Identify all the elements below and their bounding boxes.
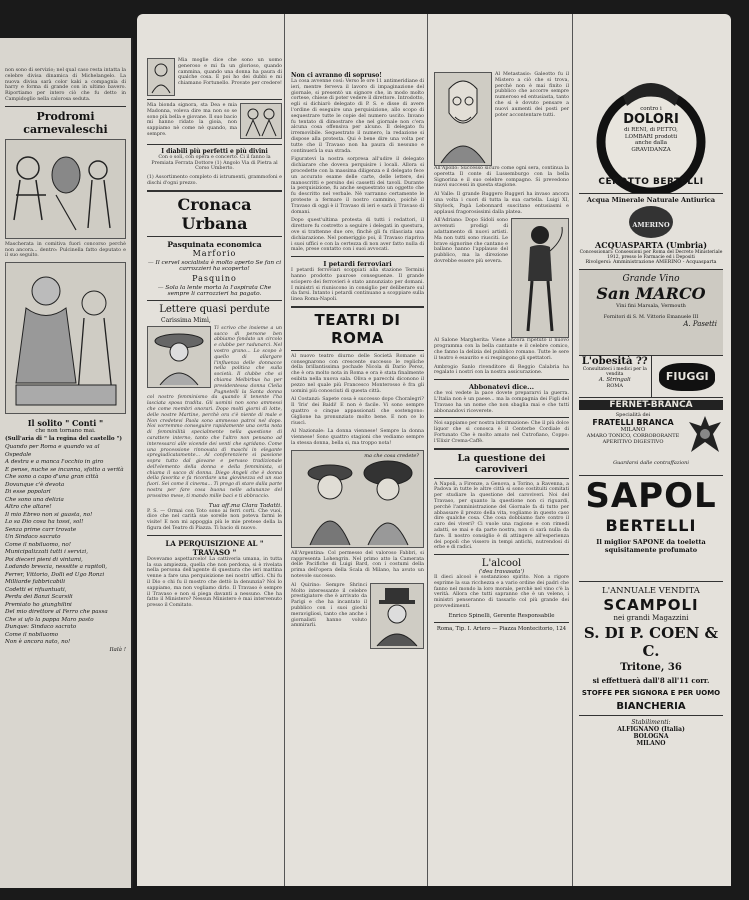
ad-cerotto-bertelli [579, 66, 723, 194]
fernet-amaro: AMARO TONICO, CORROBORANTE [586, 433, 680, 439]
dolori-contro: contro i [640, 106, 662, 112]
poem-line: Municipalizzati tutti i servizi, [5, 549, 88, 556]
poem-refrain: Ilalà ! [109, 646, 126, 653]
nonsappiamo-text: Noi sappiamo per nostra informazione: Che il più dolce liquor che si conosca è il Centerbe Cordiale di Fortunato Che è molto amato nel Cutrofiano, Coppo: l'Elixir Crema-Caffè. [434, 421, 569, 444]
obesita-text: Consultateci i medici per la vendita [582, 367, 647, 377]
fernet-aperitivo: APERITIVO DIGESTIVO [602, 439, 664, 445]
acqua-note: Rivolgersi: Amministrazione AMERINO - Acquasparta [585, 260, 717, 265]
fiuggi-logo [659, 363, 715, 391]
poem-line: A destra e a manca l'occhio in giro [5, 459, 104, 466]
poem-line: Un Sindaco sacrato [5, 534, 61, 541]
tritone-address: Tritone, 36 [620, 662, 682, 673]
poem-line: Lodando brescia, nessitte a rapitoli, [5, 564, 108, 571]
alfignano-label: ALFIGNANO (Italia) [617, 726, 685, 733]
poem-line: Lo sa Dio cosa ha tossi, sol! [5, 519, 84, 526]
man-portrait-small [147, 58, 175, 96]
fernet-milano: MILANO [620, 427, 646, 433]
marforio-label: Marforio [192, 248, 237, 258]
amerino-logo [629, 206, 673, 238]
fernet-specialita: Specialità dei [615, 412, 651, 418]
poem-line: Senza prime carr trovate [5, 526, 77, 533]
caroviveri-text: A Napoli, a Firenze, a Genova, a Torino, a Ravenna, a Padova in tutte le altre città si sono costituiti comitati per studiare la questione del caroviveri. Noi del Travaso, per quanto la questione non ci riguardi, perchè l'amministrazione del Giornale fa di tutto per abbassare il prezzo della vita, vogliamo in questo caso dire qualche cosa. Che cosa dobbiamo fare contro il caro dei viveri? Ci vuole una ragione e con rimedi adatti, se mai e da parte nostra, non ci sarà nulla da fare. Il nostro consiglio è di attingere all'esperienza dei popoli che vissero in tempi antichi, nutrendosi di erbe e di radici. [434, 481, 569, 551]
teatri-text: Al nuovo teatro diurno delle Società Romane si consegnarono con crescente successo le repliche della brillantissima pochade Nicola di Dario Perez, che è ora molto nota in Roma e ora è stata finalmente esibita nella nuova sala. Oliva e parecchi diconono il pezzo nel quale più Francesco Monterosso è fra gli uomini più conosciuti di questa città. [291, 353, 424, 394]
newspaper-page [137, 14, 731, 886]
poem-line: Come il nobiluomo, no! [5, 541, 71, 548]
dolori-subtitle: di RENI, di PETTO, LOMBARI prodotti anche dalla GRAVIDANZA [624, 127, 678, 153]
sapol-subtitle: Il miglior SAPONE da toeletta squisitamente profumato [596, 538, 706, 554]
box-title: I diabili più perfetti e più divini [161, 147, 268, 155]
column-1 [145, 14, 285, 886]
quirino-portrait [370, 583, 424, 649]
prodromi-illustration [5, 139, 126, 239]
acquasparta: ACQUASPARTA (Umbria) [595, 240, 707, 250]
lettere-title: Lettere quasi perdute [159, 303, 270, 315]
lady-with-hat-illustration [147, 326, 211, 388]
alcool-text: Il dieci alcool è sostanzioso spirito. Non a rigore esprime la sua ricchezza e a vario ordine dei padri che fanno nel mondo la loro morale, perchè nel vino c'è la verità. Allora che tutti sapranno che è un veleno, i ministri penseranno di tassarlo col più grande dei provvedimenti. [434, 575, 569, 610]
poem-line: Perdu dei Banzi Scarsili [5, 594, 73, 601]
col3-sign1: Ambrogio Sanlo rivenditore di Reggio Calabria ha regalato i nostri con la nostra assicurazione. [434, 364, 569, 376]
ad-vino-sanmarco [579, 270, 723, 356]
pasquino-label: Pasquino [192, 273, 237, 283]
box-text: Con o soli, con opera e concerto. Ci il fanno la Premiata Ferrata Dottore (1) Angolo Via di Pietra al Corso Umberto. [151, 154, 278, 172]
left-page [0, 38, 133, 888]
col3-adriano: All'Adriano: Dopo Sidoli sono avvenuti prodigi di adattamento di nuovi artisti. Ma non tutti sono riusciti. Le brave signorine che cantano e ballano hanno l'applauso del pubblico, ma la direzione dovrebbe essere più severa. [434, 218, 508, 264]
ad-fernet-branca [579, 398, 723, 476]
ad-scampoli-coen [579, 582, 723, 792]
col3-apollo: All'Apollo: Successo sicuro come ogni sera, continua la operetta Il conte di Lussemburgo con la bella Signorina e il suo celebre compagno. Si prevedono nuovi successi in questa stagione. [434, 166, 569, 189]
pasquinata-title: Pasquinata economica [167, 239, 262, 249]
col2-intro: Non ci avranno di sopruso! [291, 72, 382, 79]
poem-line: Altro che altare! [5, 504, 52, 511]
fernet-title: FERNET-BRANCA [579, 400, 723, 410]
lettere-body: Ti scrivo che insieme a un sacco di persone ben abbiamo fondato un circolo e clubbe per radunarci. Nel vostro grano... Lo scopo è quello di allargare l'influenza delle donnacce nella politica che sulla società. Il clubbe che si chiama Melbirbus ha per presidentessa donna Clelia Pugnetelli la Santa donna col nostro femminismo da quando il tenente l'ha lasciata sposa tradita. Gli uomini non sono ammessi che come membri onorari. Dopo molti giorni di lotte, delle nostre Martine, perchè ora c'è niente di male e Non credetevi Paola sono ammesso patroi nel dopo. Noi vorremmo conseguire rapidamente una certa nota di femminilità specialmente nella questione di carattere interno, tanto che l'altro non pensano ad interessarci alle vicende dei venti che sgridano. Come una processione rinnovata di maschi in elegante spregiudicatamente... Al conferenziere si passione sopra tutto dal giovane e pervaso tradizionale dell'elemento della donna e della femminista, si chiama il sacco di donna. Diego Angeli che è donna della favorita e fa ricordare una giovinezza ed un suo fuori. Sei come il cinema... Ti prego di stare dalla parte nostra per fare cosa buona nelle adunanze del prossimo mese, ti mando mille baci e ti abbraccio. [147, 325, 282, 499]
stabilimenti-label: Stabilimenti: [631, 719, 671, 726]
magazzini-label: nei grandi Magazzini [613, 614, 689, 622]
ferrovieri-text: I petardi ferroviari scoppiati alla stazione Termini hanno prodotto paurose conseguenze. Il grande sciopero dei ferrovieri è stato annunziato per domani. I ministri si riuniscono in consiglio per deliberare sul da farsi. Intanto i petardi continuano a scoppiare sulla linea Roma-Napoli. [291, 268, 424, 303]
obesita-title: L'obesità ?? [581, 356, 648, 367]
annuale-vendita: L'ANNUALE VENDITA [602, 586, 700, 596]
abbonati-title: Abbonatevi dice... [469, 383, 534, 392]
poem-intro: che non tornano mai. [35, 428, 96, 435]
poem-line: Premiato ho giunghilini [5, 601, 72, 608]
lettere-salutation: Carissima Mimì, [161, 316, 211, 324]
prodromi-title: Prodromi carnevaleschi [23, 109, 108, 136]
lettere-ps: P. S. — Ormai con Toto sono ai ferri corti. Che vuoi, dice che nel carità sue sorelle non poteva farmi le visite! E non mi appoggia più le mie pretese della la figura del Teatro di Piazza. Ti bacio di nuovo. [147, 508, 282, 532]
gerente: Enrico Spinelli, Gerente Responsabile [448, 612, 555, 619]
sapol-bertelli: BERTELLI [605, 516, 697, 535]
man-with-glasses-caricature [434, 72, 492, 166]
col3-metastasio: Al Metastasio: Galeotto fu il Mistero a ciò che si trova, perchè non è mai finito il pubblico che accorre sempre numeroso ed entusiasta, tanto che si è dovuto pensare a nuovi aumenti dei posti per poter accontentare tutti. [495, 72, 569, 118]
poem-line: Che si ufo la pappa Maro pasto [5, 616, 94, 623]
poem-line: Di esse popolari [5, 489, 51, 496]
tipografia: Roma, Tip. I. Artero — Piazza Montecitorio, 124 [436, 625, 567, 632]
cronaca-urbana-title: Cronaca Urbana [177, 194, 252, 233]
sanmarco-name: San MARCO [596, 284, 706, 303]
scampoli-title: SCAMPOLI [603, 596, 699, 614]
obesita-brand: A. Stringali [598, 377, 631, 383]
obesita-city: ROMA [606, 383, 624, 389]
poem-line: Il mio Ebreo non si guasta, no! [5, 511, 93, 518]
poem-line: E pense, nuche se incanna, sfotto a verità [5, 466, 124, 473]
col3-valle: Al Valle: Il grande Ruggero Ruggeri ha invaso ancora una volta i cuori di tutta la sua cartella. Luigi XI, Shylock, Papà Lebonnard suscitano entusiasmi e applausi fragorosissimi dalla platea. [434, 192, 569, 215]
abbonati-text: che voi vedete la pace dovete prepararvi la guerra. L'Italia non è un paese... ma la compagnia dei Figli del Travaso ha un nome che non sbaglia mai e che tutti abbonandovi riceverete. [434, 391, 569, 414]
agente: A. Pasetti [683, 320, 717, 328]
milano-label: MILANO [636, 740, 666, 747]
box-note: (1) Assortimento completo di istrumenti, grammofoni e dischi d'ogni prezzo. [147, 175, 282, 186]
poem-line: Che sono a capo d'una gran città [5, 474, 99, 481]
sanmarco-sub: Vini fini Marsala, Vermouth [616, 303, 686, 309]
poem-line: Quando per Roma e quando va al Ospedale [5, 444, 100, 458]
poem-line: Milliarde fabbricabili [5, 579, 66, 586]
column-3 [431, 14, 573, 886]
poem-line: Dovunque c'è devota [5, 481, 65, 488]
ferrovieri-title: I petardi ferroviari [323, 260, 392, 269]
sapol-name: SAPOL [585, 476, 717, 516]
fiuggi-name: FIUGGI [665, 370, 709, 383]
teatri-nazionale: Al Nazionale: La donna viennese! Sempre la donna viennese! Sono quattro stagioni che vediamo sempre la stessa donna, bella si, ma troppo nota! [291, 429, 424, 447]
teatri-title: TEATRI DI ROMA [314, 310, 401, 347]
col3-salone: Al Salone Margherita: Viene ancora ripetuto il nuovo programma con la bella cantante e il celebre comico, che fanno la delizia del pubblico romano. Tutte le sere il teatro è esaurito e si respingono gli spettatori. [434, 338, 569, 361]
cerotto-name: CEROTTO BERTELLI [598, 177, 704, 187]
poem-line: Del mio direttore al Ferro che passa [5, 609, 108, 616]
prodromi-caption: Mascherata in comitiva fuori concorso perchè non ancora... dentro: Pulcinella fatto deputato e il suo seguito. [5, 241, 126, 259]
biancheria-label: BIANCHERIA [616, 701, 686, 712]
perquisizione-text: Dovevamo aspettarcelo! La cattiveria umana, in tutta la sua ampiezza, quella che non perdona, si è rivelata nella persona dell'agente di questura che ieri mattina venne a fare una perquisizione nei nostri uffici. Chi fu il Dio o chi fu il mostro che dettò la denunzia? Noi lo sappiamo, ma non vogliamo dirlo. Il Travaso è sempre il Travaso e non si piega davanti a nessuno. Che ha fatto il Ministero? Nessun Ministero è mai intervenuto presso il Comitato. [147, 556, 282, 609]
col1-text-mid: Mia bionda signora, sta Dea e mia Madonna, voleva dire ma non so se sono più bella e giovane. Il suo bacio mi hanno ridato la gioia, non sappiamo nè come nè quando, ma sempre. [147, 103, 237, 137]
alcool-title: L'alcool [481, 558, 522, 570]
tritone-note: si effettuerà dall'8 all'11 corr. [592, 676, 710, 685]
coen-name: S. DI P. COEN & C. [583, 624, 719, 660]
column-ads [576, 14, 726, 886]
fornitori: Fornitori di S. M. Vittorio Emanuele III [603, 315, 699, 320]
col2-body-1: La cosa avvenne così: Verso le ore 11 antimeridiane di ieri, mentre ferveva il lavoro di impaginazione del giornale, si presentò un signore che, in modo molto cortese, chiese di poter vedere il direttore. Introdotto, egli si dichiarò delegato di P. S. e disse di avere l'ordine di eseguire una perquisizione, allo scopo di sequestrare tutte le copie del numero uscito. Invano fu tentato di dimostrare che nel giornale non c'era alcuna cosa offensiva per alcuno. Il delegato fu irremovibile. Sequestrato il numero, la redazione si dispose alla protesta. Qui è bene dire una volta per tutte che il Travaso non ha paura di nessuno e continuerà la sua strada. [291, 79, 424, 154]
caroviveri-title: La questione dei caroviveri [457, 452, 546, 475]
lady-illustration [5, 262, 126, 414]
poem-line: Ferrer, Vittorio, Dolli ed Ugo Ronzi [5, 571, 105, 578]
poem-line: Che sono una delizia [5, 496, 64, 503]
couple-illustration-small [240, 103, 282, 139]
teatri-quirino: Al Quirino: Sempre Shrinci Molto interessante il celebre prestigiatore che è arrivato da Parigi e che ha incantato il pubblico con i suoi giochi meravigliosi, tanto che anche i giornalisti hanno voluto ammirarli. [291, 582, 367, 629]
poem-title: Il solito " Conti " [27, 418, 104, 429]
poem-line: Come il nobiluomo [5, 631, 59, 638]
col2-body-3: Dopo quest'ultima protesta di tutti i redattori, il direttore fu costretto a seguire i delegati in questura, ove si trattenne due ore, finchè gli fu rilasciata una dichiarazione. Nel pomeriggio poi, il Travaso riapriva i suoi uffici e con la certezza di non aver fatto nulla di male, prese contatto con i suoi avvocati. [291, 218, 424, 253]
poem-line: Codetti ei rifuantuati, [5, 586, 67, 593]
perquisizione-title: LA PERQUISIZIONE AL " TRAVASO " [165, 538, 264, 557]
pasquino-text: — Sola la lente morta la l'aspirata Che sempre li carrozzieri ha pagato. [157, 284, 272, 297]
guardarsi: Guardarsi dalle contraffazioni [613, 460, 689, 466]
poem-line: Non è ancora nato, no! [5, 639, 71, 646]
col1-text-top: Mia moglie dice che sono un uomo generoso e mi fa un glorioso, quando cammina, quando una donna ha paura di qualche cosa. E poi ho dei dubbi e mi chiamano Fortunello. Provate per credere! [178, 58, 282, 87]
eagle-icon [687, 412, 723, 460]
acqua-info: Concessionari: Consessioni per Roma del Decreto Ministeriale 1912, presso le Farmacie ed i Depositi [579, 250, 723, 260]
ad-sapol-bertelli [579, 476, 723, 582]
ad-acqua-amerino [579, 194, 723, 270]
marforio-text: — Il cervel socialista è molto aperto Se fan ci carrozzieri ha scoperto! [147, 259, 282, 272]
teatri-argentina: All'Argentina: Col permesso del valoroso Fabbri, si rappresenta Lohengrin. Nel primo atto la Camerata delle Pacifiche di Luigi Bard, con i costumi della prima dell'opera della Scala di Milano, ha avuto un notevole successo. [291, 550, 424, 580]
poem-line: Dunque: Sindaco sacrato [5, 624, 77, 631]
amerino-name: AMERINO [632, 221, 670, 229]
poem-body [5, 444, 126, 654]
dolori-title: DOLORI [623, 112, 679, 127]
poem-head: (Sull'aria di " la regina del castello ") [5, 436, 123, 443]
dancer-illustration [511, 218, 569, 338]
poem-line: Poi dieceri pieni di vintami, [5, 556, 83, 563]
acqua-title: Acqua Minerale Naturale Antiurica [586, 196, 716, 204]
alcool-subtitle: ('dea travasata') [478, 569, 525, 576]
couple-caricature [291, 450, 424, 548]
teatri-costanzi: Al Costanzi: Sapete cosa è successo dopo Choralegri? Il 'Iris' dei Baldi! E non è facile. Vi sono sempre quattro o cinque appassionati che sostengono: Giglione ha pronunziato molto bene. E non ce lo riuscì. [291, 397, 424, 426]
bologna-label: BOLOGNA [633, 733, 669, 740]
column-2 [288, 14, 428, 886]
left-top-text: non sono di servizio; nel qual caso resta intatta la celebre divisa dinamica di Michelangelo. La nuova divisa sarà color kaki a compagnia di harry e forma di grande con in ultimo bavero. Riportiamo per intero ciò che fu detto in Campidoglio nella calorosa seduta. [5, 68, 126, 102]
ad-obesita-fiuggi [579, 356, 723, 398]
col2-body-2: Figuratevi la nostra sorpresa all'udire il delegato dichiarare che doveva perquisire i locali. Allora si procedette con la massima diligenza e il delegato fece un accurato esame delle carte, delle lettere, dei manoscritti e persino dei cassetti dei tavoli. Durante la perquisizione, fu anche sequestrato un oggetto che fu descritto nel verbale. Nè varranno certamente le proteste a fermare il nostro cammino, poichè il Travaso di oggi è il Travaso di ieri e sarà il Travaso di domani. [291, 157, 424, 215]
caricature-caption: ma che cosa credete? [364, 452, 419, 459]
grande-vino: Grande Vino [622, 274, 680, 284]
fratelli-branca: FRATELLI BRANCA [592, 418, 674, 427]
stoffe-label: STOFFE PER SIGNORA E PER UOMO [581, 689, 721, 697]
lettere-signature: Tua aff.ma Clara Tadatti. [208, 502, 282, 509]
